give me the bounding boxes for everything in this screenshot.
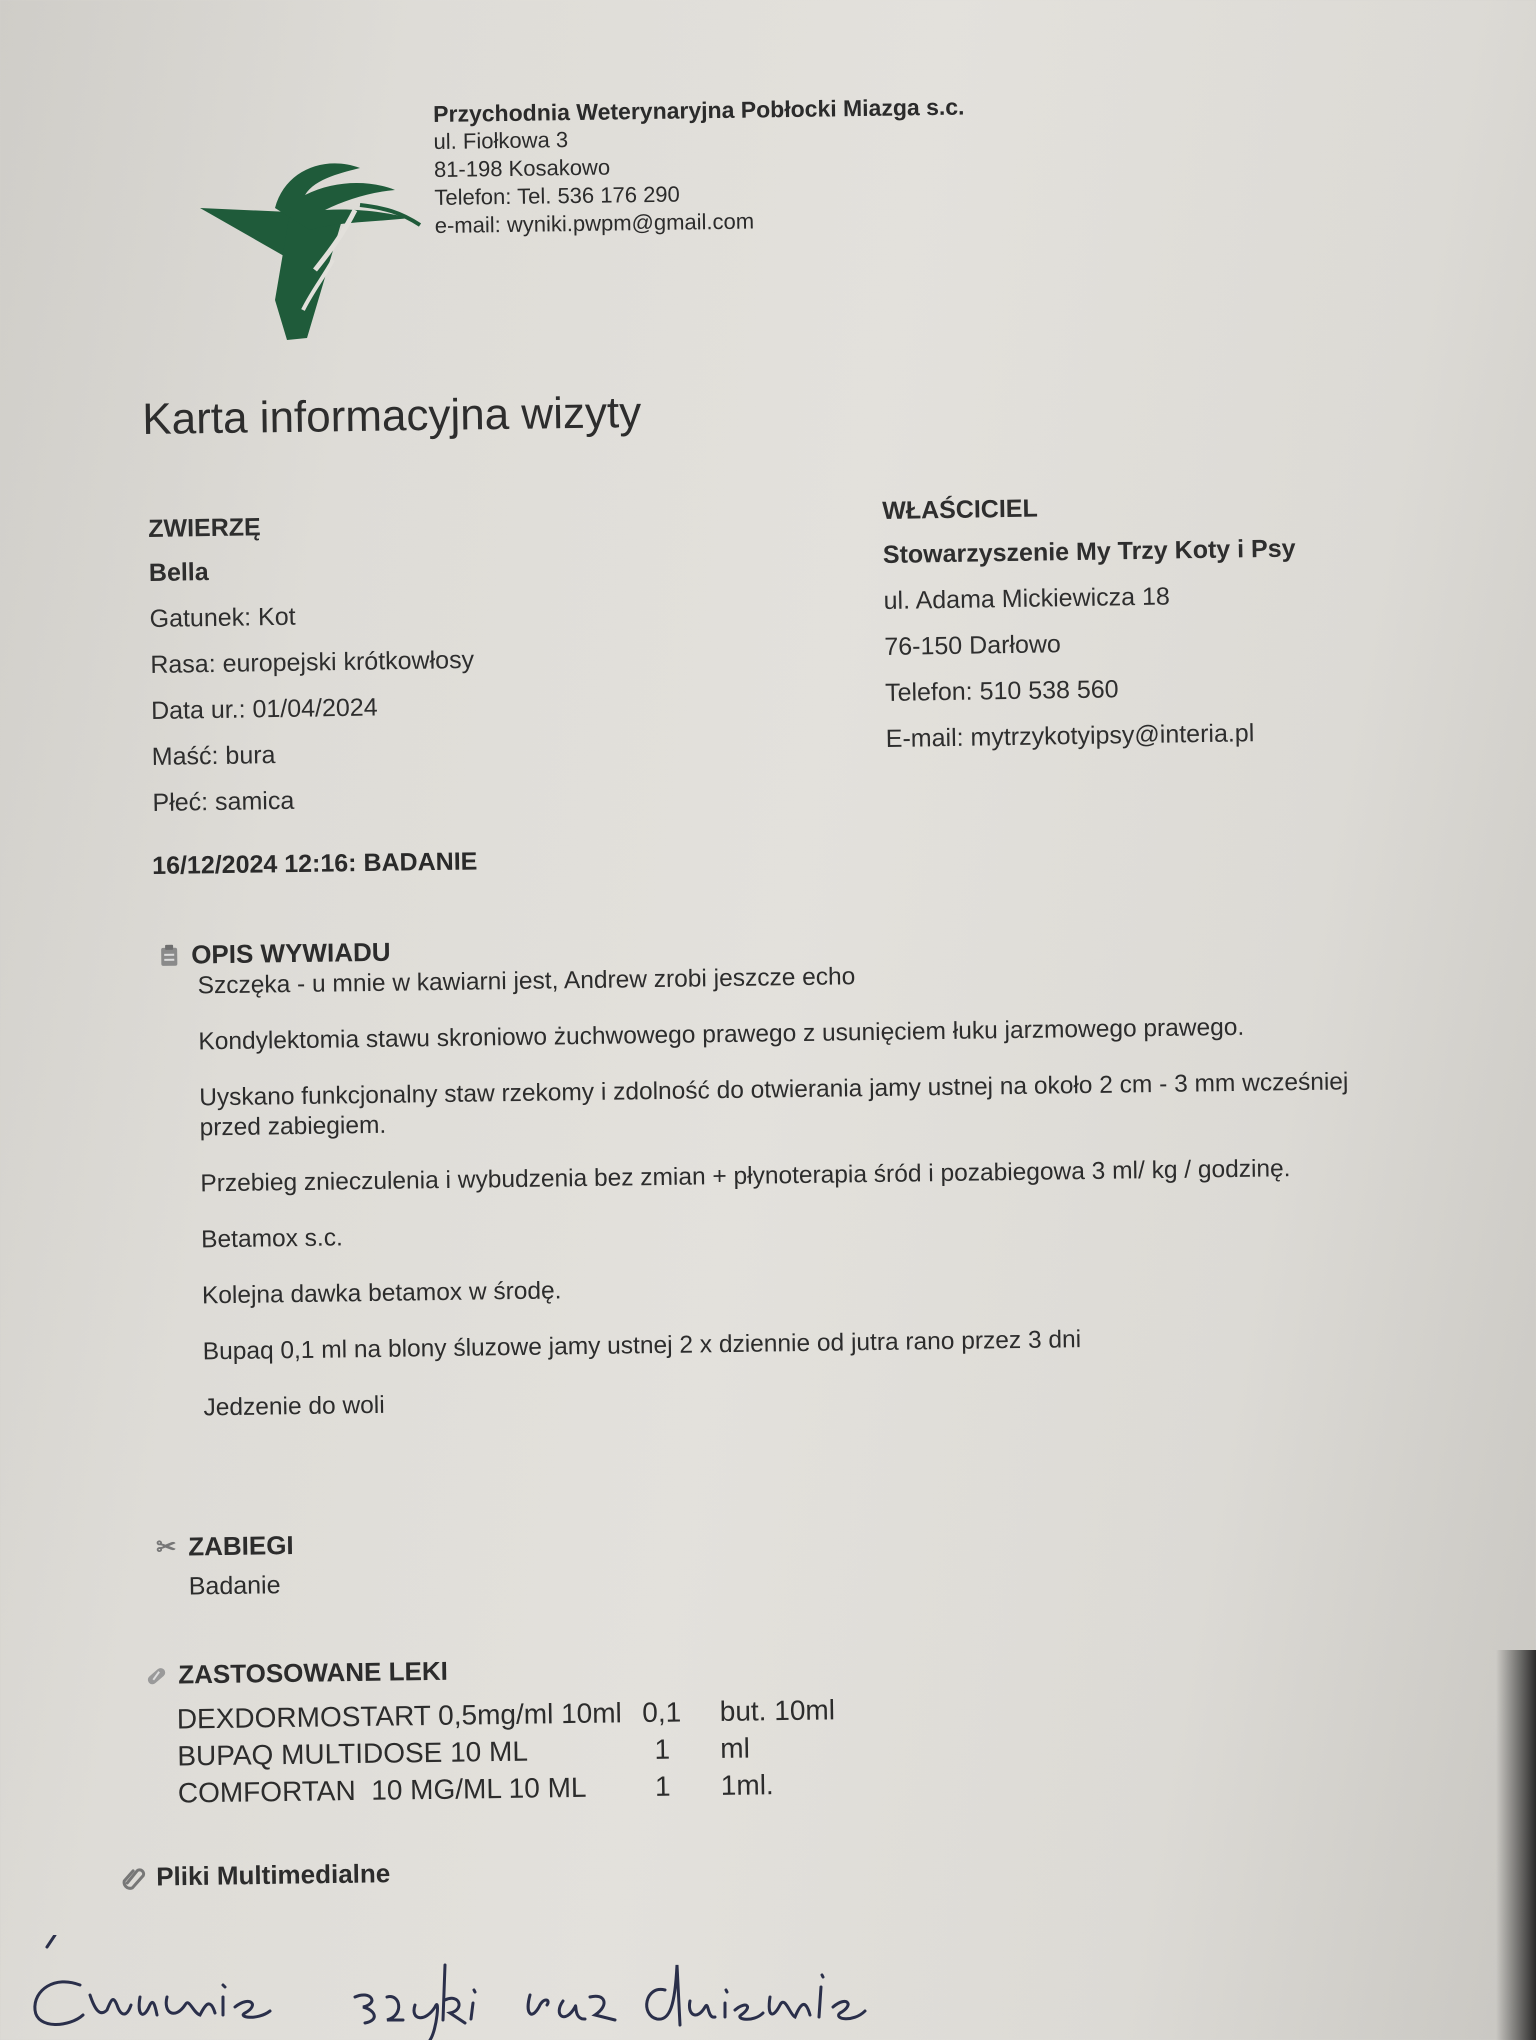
owner-street: ul. Adama Mickiewicza 18 bbox=[883, 582, 1171, 615]
history-body bbox=[197, 954, 1536, 1423]
medication-unit: 1ml. bbox=[720, 1768, 774, 1801]
owner-phone: Telefon: 510 538 560 bbox=[884, 675, 1119, 707]
handwritten-note bbox=[25, 1935, 875, 2040]
scissors-icon: ✂ bbox=[155, 1533, 177, 1561]
medication-qty: 1 bbox=[654, 1733, 671, 1765]
medications-heading-row bbox=[142, 1650, 835, 1691]
multimedia-heading-row bbox=[120, 1858, 390, 1893]
history-section bbox=[155, 921, 1536, 1423]
visit-datetime: 16/12/2024 12:16: BADANIE bbox=[152, 847, 478, 880]
paperclip-icon bbox=[120, 1863, 148, 1891]
medications-table bbox=[177, 1691, 837, 1811]
owner-heading: WŁAŚCICIEL bbox=[882, 494, 1038, 525]
history-line: Betamox s.c. bbox=[201, 1224, 343, 1254]
clinic-header bbox=[433, 93, 966, 240]
clinic-name: Przychodnia Weterynaryjna Pobłocki Miazga s.c. bbox=[433, 93, 965, 127]
clinic-phone: Telefon: Tel. 536 176 290 bbox=[434, 181, 680, 210]
procedure-item: Badanie bbox=[188, 1571, 281, 1601]
document-title: Karta informacyjna wizyty bbox=[142, 388, 642, 444]
medication-qty: 1 bbox=[654, 1770, 671, 1802]
medication-qty: 0,1 bbox=[642, 1695, 682, 1728]
medication-unit: ml bbox=[720, 1732, 751, 1764]
history-line: Szczęka - u mnie w kawiarni jest, Andrew zrobi jeszcze echo bbox=[197, 963, 856, 1000]
clinic-email: e-mail: wyniki.pwpm@gmail.com bbox=[434, 208, 755, 238]
clinic-street: ul. Fiołkowa 3 bbox=[433, 127, 569, 154]
medication-unit: but. 10ml bbox=[719, 1693, 836, 1727]
animal-name: Bella bbox=[148, 558, 209, 587]
history-line: Przebieg znieczulenia i wybudzenia bez zmian + płynoterapia śród i pozabiegowa 3 ml/ kg / godzinę. bbox=[200, 1155, 1291, 1198]
multimedia-section bbox=[120, 1858, 390, 1893]
medication-name: DEXDORMOSTART 0,5mg/ml 10ml bbox=[176, 1696, 622, 1735]
procedures-section bbox=[152, 1530, 294, 1602]
owner-city: 76-150 Darłowo bbox=[884, 630, 1062, 661]
owner-email: E-mail: mytrzykotyipsy@interia.pl bbox=[885, 719, 1255, 753]
animal-coat: Maść: bura bbox=[151, 741, 276, 771]
history-heading: OPIS WYWIADU bbox=[190, 936, 391, 970]
multimedia-heading: Pliki Multimedialne bbox=[155, 1858, 391, 1892]
procedures-heading: ZABIEGI bbox=[187, 1530, 294, 1562]
owner-section bbox=[882, 491, 1299, 771]
animal-species: Gatunek: Kot bbox=[149, 602, 296, 633]
medication-row bbox=[178, 1765, 837, 1811]
history-line: Kondylektomia stawu skroniowo żuchwowego prawego z usunięciem łuku jarzmowego prawego. bbox=[198, 1013, 1245, 1056]
medications-heading: ZASTOSOWANE LEKI bbox=[177, 1655, 449, 1690]
history-line: Kolejna dawka betamox w środę. bbox=[201, 1277, 562, 1310]
history-line: Bupaq 0,1 ml na blony śluzowe jamy ustnej 2 x dziennie od jutra rano przez 3 dni bbox=[202, 1326, 1082, 1366]
history-line: przed zabiegiem. bbox=[199, 1111, 387, 1142]
clinic-logo bbox=[195, 150, 425, 350]
procedures-heading-row bbox=[152, 1530, 294, 1563]
owner-name: Stowarzyszenie My Trzy Koty i Psy bbox=[882, 534, 1296, 569]
animal-heading: ZWIERZĘ bbox=[148, 513, 261, 543]
medication-name: BUPAQ MULTIDOSE 10 ML bbox=[177, 1735, 529, 1772]
animal-birth-date: Data ur.: 01/04/2024 bbox=[150, 693, 378, 725]
history-line: Jedzenie do woli bbox=[203, 1391, 385, 1422]
pill-icon bbox=[142, 1661, 170, 1689]
clinic-city: 81-198 Kosakowo bbox=[433, 154, 611, 182]
history-line: Uyskano funkcjonalny staw rzekomy i zdolność do otwierania jamy ustnej na około 2 cm - 3 mm wcześniej bbox=[199, 1068, 1349, 1112]
page-edge-shadow bbox=[1496, 1650, 1536, 2040]
medications-section bbox=[142, 1650, 836, 1812]
animal-breed: Rasa: europejski krótkowłosy bbox=[150, 645, 475, 679]
animal-sex: Płeć: samica bbox=[152, 786, 295, 817]
animal-section bbox=[148, 510, 477, 835]
notes-icon bbox=[155, 941, 183, 969]
medication-name: COMFORTAN 10 MG/ML 10 ML bbox=[177, 1771, 587, 1809]
